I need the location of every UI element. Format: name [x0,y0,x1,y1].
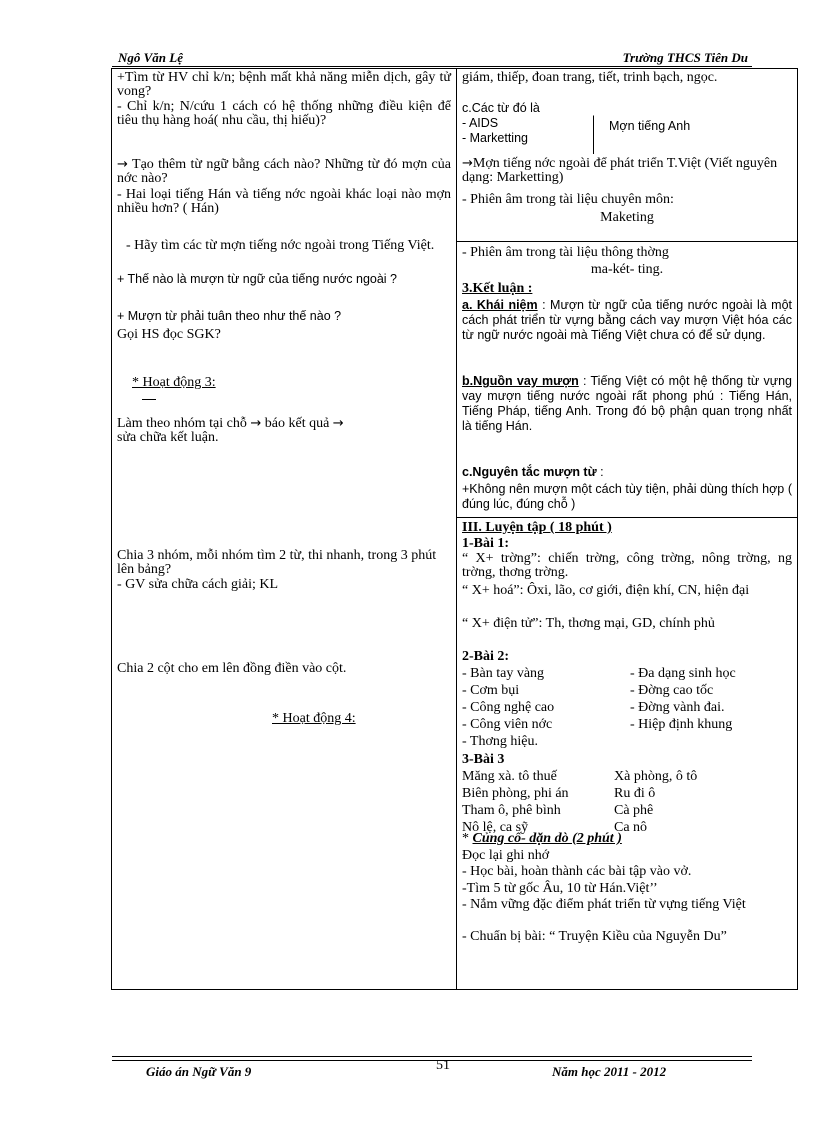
left-p5: - Hãy tìm các từ mợn tiếng nớc ngoài trong Tiếng Việt. [126,238,435,253]
left-p8: Gọi HS đọc SGK? [117,327,221,342]
left-p10: Chia 3 nhóm, mỗi nhóm tìm 2 từ, thi nhanh, trong 3 phút lên bảng? [117,548,437,577]
nguon-title: b.Nguồn vay mượn [462,374,579,388]
list-item [462,733,792,750]
left-p4: - Hai loại tiếng Hán và tiếng nớc ngoài khác loại nào mợn nhiều hơn? ( Hán) [117,187,451,216]
footer-right: Năm học 2011 - 2012 [552,1064,667,1079]
left-p9b: báo kết quả [264,416,330,431]
brace [585,115,594,154]
list-item-left: Biên phòng, phi án [462,786,569,801]
list-item-right: Xà phòng, ô tô [614,769,698,784]
right-r3: - AIDS [462,116,499,130]
list-item-right: - Đờng cao tốc [630,683,714,698]
arrow-icon: → [250,416,262,431]
header-school: Trường THCS Tiên Du [622,50,748,65]
row-divider [457,517,797,518]
bai-2-list [462,665,792,750]
list-item [462,665,792,682]
nguyentac-colon: : [596,465,604,479]
list-item [462,682,792,699]
cungco-title: Củng cố- dặn dò (2 phút ) [472,831,622,846]
footer-left: Giáo án Ngữ Văn 9 [146,1064,252,1079]
right-r5: Mợn tiếng Anh [609,119,691,133]
right-c3: -Tìm 5 từ gốc Âu, 10 từ Hán.Việt’’ [462,881,658,896]
right-r1: giám, thiếp, đoan trang, tiết, trinh bạch, ngọc. [462,70,718,85]
page-header [112,50,752,67]
list-item-left: Măng xà. tô thuế [462,769,557,784]
bai-1-c: “ X+ điện tử”: Th, thơng mại, GD, chính phủ [462,616,715,631]
left-p2: - Chỉ k/n; N/cứu 1 cách có hệ thống những điều kiện để tiêu thụ hàng hoá( nhu cầu, thị hiếu)? [117,99,451,128]
divider [142,399,156,400]
conclusion-heading: 3.Kết luận : [462,281,533,296]
practice-heading: III. Luyện tập ( 18 phút ) [462,520,612,535]
right-r8: Maketing [600,210,654,225]
cungco-heading [462,832,792,846]
list-item-right: Ca nô [614,820,648,835]
header-author: Ngô Văn Lệ [118,50,183,65]
list-item-left: - Công viên nớc [462,717,553,732]
arrow-icon: → [117,157,128,172]
right-khainiem [462,298,792,343]
khainiem-title: a. Khái niệm [462,298,538,312]
list-item [462,768,792,785]
right-nguon [462,374,792,434]
left-p3 [117,158,451,186]
activity-3-heading: * Hoạt động 3: [132,375,216,390]
list-item-left: Nô lệ, ca sỹ [462,820,529,835]
right-r6-text: Mợn tiếng nớc ngoài để phát triển T.Việt (Viết nguyên dạng: Marketting) [462,156,778,185]
left-p1: +Tìm từ HV chỉ k/n; bệnh mất khả năng miễn dịch, gây tử vong? [117,70,451,99]
right-c4: - Nắm vững đặc điểm phát triển từ vựng tiếng Việt [462,897,746,912]
list-item-right: Cà phê [614,803,654,818]
bai-2-heading: 2-Bài 2: [462,649,510,664]
list-item [462,802,792,819]
right-c5: - Chuẩn bị bài: “ Truyện Kiều của Nguyễn Du” [462,929,727,944]
list-item [462,716,792,733]
right-r9: - Phiên âm trong tài liệu thông thờng [462,245,669,260]
list-item [462,785,792,802]
nguyentac-title: c.Nguyên tắc mượn từ [462,465,597,479]
right-r4: - Marketting [462,131,528,145]
bai-1-a: “ X+ trờng”: chiến trờng, công trờng, nông trờng, ng trờng, thơng trờng. [462,551,792,580]
left-p9 [117,417,451,445]
arrow-icon: → [462,156,473,171]
left-p3-text: Tạo thêm từ ngữ bằng cách nào? Những từ đó mợn của nớc nào? [117,157,451,186]
list-item-right: - Hiệp định khung [630,717,733,732]
row-divider [457,241,797,242]
list-item-right: - Đờng vành đai. [630,700,725,715]
list-item-left: - Cơm bụi [462,683,520,698]
right-r6 [462,157,792,185]
lesson-table [111,68,798,990]
right-r7: - Phiên âm trong tài liệu chuyên môn: [462,192,674,207]
left-p9a: Làm theo nhóm tại chỗ [117,416,247,431]
bai-3-list [462,768,792,836]
page-number: 51 [436,1058,450,1073]
bai-1-heading: 1-Bài 1: [462,536,510,551]
bai-1-b: “ X+ hoá”: Ôxi, lão, cơ giới, điện khí, CN, hiện đại [462,583,750,598]
nguon-text: : Tiếng Việt có một hệ thống từ vựng vay mượn tiếng nước ngoài rất phong phú : Tiếng Hán, Tiếng Pháp, tiếng Anh. Trong đó bộ phận quan trọng nhất là tiếng Hán. [462,374,792,433]
right-column [457,69,797,989]
list-item [462,699,792,716]
right-nt: +Không nên mượn một cách tùy tiện, phải dùng thích hợp ( đúng lúc, đúng chỗ ) [462,482,792,511]
footer-rule [112,1056,752,1057]
list-item-left: - Bàn tay vàng [462,666,545,681]
khainiem-text: : Mượn từ ngữ của tiếng nước ngoài là một cách phát triển từ vựng bằng cách vay mượn Việt hóa các từ ngữ nước ngoài mà Tiếng Việt chưa có để sử dụng. [462,298,792,342]
left-p6: + Thế nào là mượn từ ngữ của tiếng nước ngoài ? [117,272,398,286]
left-p12: Chia 2 cột cho em lên đồng điền vào cột. [117,661,347,676]
activity-4-heading: * Hoạt động 4: [272,711,356,726]
right-c2: - Học bài, hoàn thành các bài tập vào vở. [462,864,692,879]
footer-rule-2 [112,1060,752,1061]
right-c1: Đọc lại ghi nhớ [462,848,550,863]
right-nguyentac [462,465,792,480]
right-r2: c.Các từ đó là [462,101,540,115]
list-item-left: Tham ô, phê bình [462,803,561,818]
left-p9c: sửa chữa kết luận. [117,430,219,445]
right-r10: ma-két- ting. [590,262,664,277]
left-column [112,69,457,989]
arrow-icon: → [332,416,344,431]
bai-3-heading: 3-Bài 3 [462,752,505,767]
list-item-right: - Đa dạng sinh học [630,666,736,681]
cungco-star: * [462,831,473,846]
left-p7: + Mượn từ phải tuân theo như thế nào ? [117,309,342,323]
list-item-left: - Thơng hiệu. [462,734,538,749]
list-item-left: - Công nghệ cao [462,700,555,715]
list-item-right: Ru đi ô [614,786,656,801]
left-p11: - GV sửa chữa cách giải; KL [117,577,279,592]
